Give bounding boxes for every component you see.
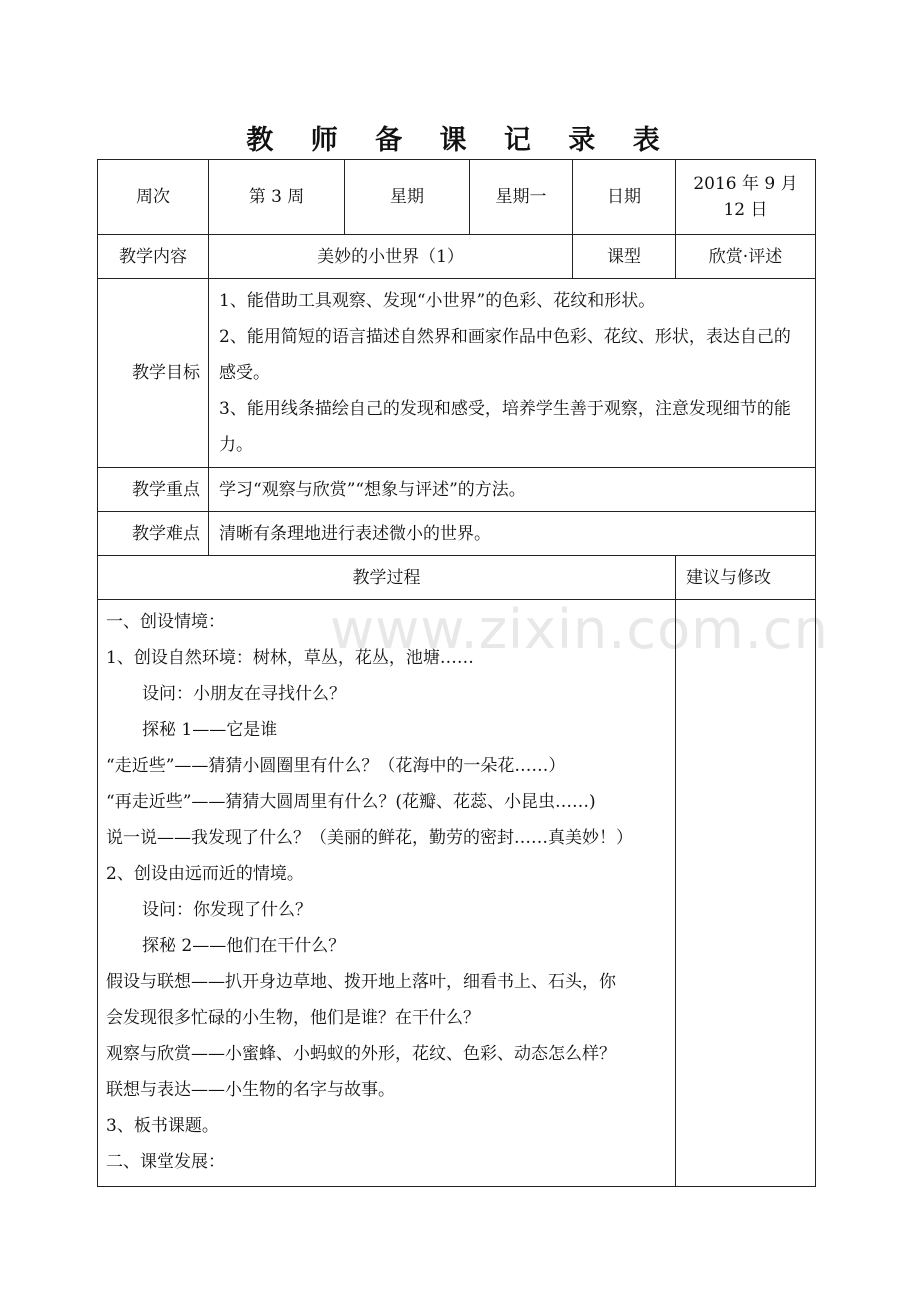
goals-list (209, 279, 816, 468)
watermark: www.zixin.com.cn (330, 598, 829, 661)
suggest-content (676, 600, 816, 1187)
lesson-plan-table (97, 159, 816, 1187)
lesson-type-label: 课型 (573, 235, 676, 279)
process-line: 一、创设情境： (106, 612, 225, 632)
goals-row (98, 279, 816, 468)
goal-item: 1、能借助工具观察、发现“小世界”的色彩、花纹和形状。 (219, 291, 656, 311)
content-value: 美妙的小世界（1） (209, 235, 573, 279)
process-line: 设问：小朋友在寻找什么？ (142, 684, 346, 704)
process-line: 探秘 2——他们在干什么？ (142, 936, 346, 956)
process-line: 设问：你发现了什么？ (142, 900, 312, 920)
difficulty-label: 教学难点 (98, 512, 209, 556)
process-line: 探秘 1——它是谁 (142, 720, 278, 740)
header-row (98, 160, 816, 235)
key-point-label: 教学重点 (98, 468, 209, 512)
date-label: 日期 (573, 160, 676, 235)
process-header-row (98, 556, 816, 600)
weekday-value: 星期一 (470, 160, 573, 235)
process-line: 会发现很多忙碌的小生物，他们是谁？在干什么？ (106, 1008, 480, 1028)
weekday-label: 星期 (345, 160, 470, 235)
process-line: 假设与联想——扒开身边草地、拨开地上落叶，细看书上、石头，你 (106, 972, 616, 992)
page-title: 教 师 备 课 记 录 表 (246, 125, 674, 156)
week-label: 周次 (98, 160, 209, 235)
suggest-header: 建议与修改 (676, 556, 816, 600)
process-line: 联想与表达——小生物的名字与故事。 (106, 1080, 395, 1100)
process-line: “再走近些”——猜猜大圆周里有什么？(花瓣、花蕊、小昆虫……) (106, 792, 596, 812)
key-point-value: 学习“观察与欣赏”“想象与评述”的方法。 (209, 468, 816, 512)
week-value: 第 3 周 (209, 160, 345, 235)
process-body-row (98, 600, 816, 1187)
process-line: 二、课堂发展： (106, 1152, 225, 1172)
difficulty-row (98, 512, 816, 556)
process-line: 1、创设自然环境：树林，草丛，花丛，池塘…… (106, 648, 474, 668)
goal-item: 2、能用简短的语言描述自然界和画家作品中色彩、花纹、形状，表达自己的感受。 (219, 327, 791, 383)
content-label: 教学内容 (98, 235, 209, 279)
content-row (98, 235, 816, 279)
date-value: 2016 年 9 月 12 日 (676, 160, 816, 235)
process-line: 3、板书课题。 (106, 1116, 219, 1136)
process-line: 观察与欣赏——小蜜蜂、小蚂蚁的外形，花纹、色彩、动态怎么样？ (106, 1044, 616, 1064)
process-content (98, 600, 676, 1187)
key-point-row (98, 468, 816, 512)
goals-label: 教学目标 (98, 279, 209, 468)
goal-item: 3、能用线条描绘自己的发现和感受，培养学生善于观察，注意发现细节的能力。 (219, 399, 791, 455)
process-line: “走近些”——猜猜小圆圈里有什么？（花海中的一朵花……） (106, 756, 566, 776)
process-header: 教学过程 (98, 556, 676, 600)
process-line: 2、创设由远而近的情境。 (106, 864, 304, 884)
process-line: 说一说——我发现了什么？（美丽的鲜花，勤劳的密封……真美妙！） (106, 828, 633, 848)
lesson-type-value: 欣赏·评述 (676, 235, 816, 279)
difficulty-value: 清晰有条理地进行表述微小的世界。 (209, 512, 816, 556)
